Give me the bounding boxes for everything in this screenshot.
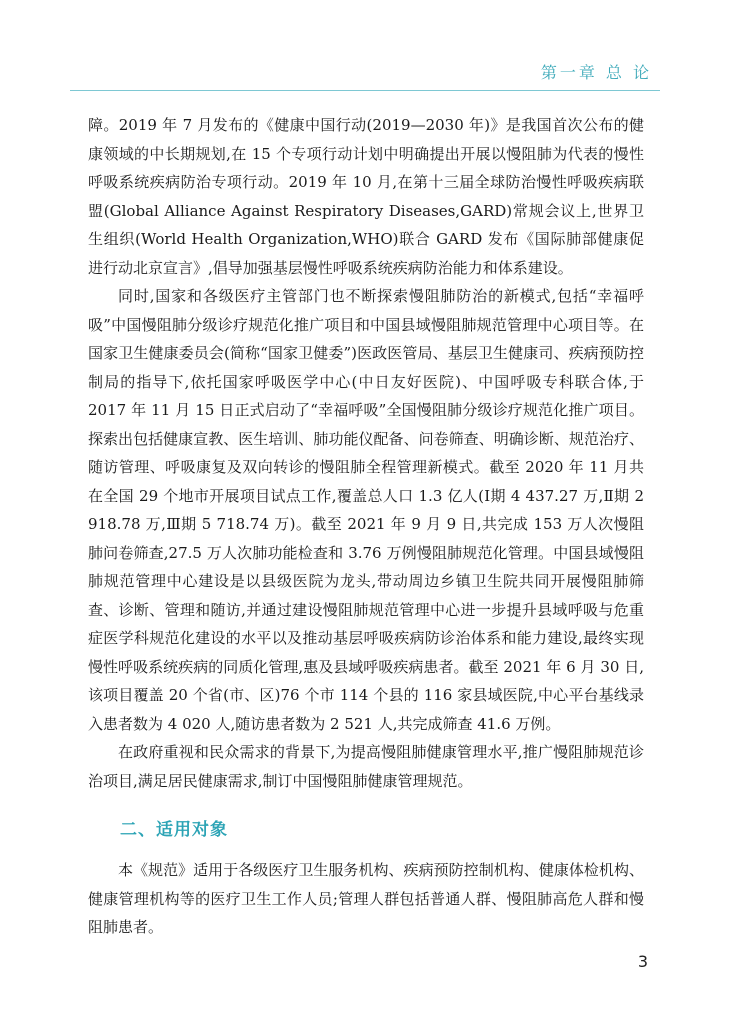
chapter-title: 第一章 总 论 bbox=[540, 63, 652, 82]
header-divider bbox=[70, 90, 660, 91]
page-number: 3 bbox=[637, 952, 648, 971]
paragraph-3: 在政府重视和民众需求的背景下,为提高慢阻肺健康管理水平,推广慢阻肺规范诊治项目,满足居民健康需求,制订中国慢阻肺健康管理规范。 bbox=[88, 743, 644, 790]
page-body bbox=[88, 111, 644, 942]
paragraph-4: 本《规范》适用于各级医疗卫生服务机构、疾病预防控制机构、健康体检机构、健康管理机构等的医疗卫生工作人员;管理人群包括普通人群、慢阻肺高危人群和慢阻肺患者。 bbox=[88, 861, 644, 936]
paragraph-1: 障。2019 年 7 月发布的《健康中国行动(2019—2030 年)》是我国首次公布的健康领域的中长期规划,在 15 个专项行动计划中明确提出开展以慢阻肺为代表的慢性呼吸系统疾病防治专项行动。2019 年 10 月,在第十三届全球防治慢性呼吸疾病联盟(Global Alliance Against Respiratory Diseases,GARD)常规会议上,世界卫生组织(World Health Organization,WHO)联合 GARD 发布《国际肺部健康促进行动北京宣言》,倡导加强基层慢性呼吸系统疾病防治能力和体系建设。 bbox=[88, 116, 644, 277]
paragraph-2: 同时,国家和各级医疗主管部门也不断探索慢阻肺防治的新模式,包括“幸福呼吸”中国慢阻肺分级诊疗规范化推广项目和中国县域慢阻肺规范管理中心项目等。在国家卫生健康委员会(简称“国家卫健委”)医政医管局、基层卫生健康司、疾病预防控制局的指导下,依托国家呼吸医学中心(中日友好医院)、中国呼吸专科联合体,于 2017 年 11 月 15 日正式启动了“幸福呼吸”全国慢阻肺分级诊疗规范化推广项目。探索出包括健康宣教、医生培训、肺功能仪配备、问卷筛查、明确诊断、规范治疗、随访管理、呼吸康复及双向转诊的慢阻肺全程管理新模式。截至 2020 年 11 月共在全国 29 个地市开展项目试点工作,覆盖总人口 1.3 亿人(Ⅰ期 4 437.27 万,Ⅱ期 2 918.78 万,Ⅲ期 5 718.74 万)。截至 2021 年 9 月 9 日,共完成 153 万人次慢阻肺问卷筛查,27.5 万人次肺功能检查和 3.76 万例慢阻肺规范化管理。中国县域慢阻肺规范管理中心建设是以县级医院为龙头,带动周边乡镇卫生院共同开展慢阻肺筛查、诊断、管理和随访,并通过建设慢阻肺规范管理中心进一步提升县域呼吸与危重症医学科规范化建设的水平以及推动基层呼吸疾病防诊治体系和能力建设,最终实现慢性呼吸系统疾病的同质化管理,惠及县域呼吸疾病患者。截至 2021 年 6 月 30 日,该项目覆盖 20 个省(市、区)76 个市 114 个县的 116 家县域医院,中心平台基线录入患者数为 4 020 人,随访患者数为 2 521 人,共完成筛查 41.6 万例。 bbox=[88, 287, 644, 733]
section-heading: 二、适用对象 bbox=[120, 820, 228, 840]
